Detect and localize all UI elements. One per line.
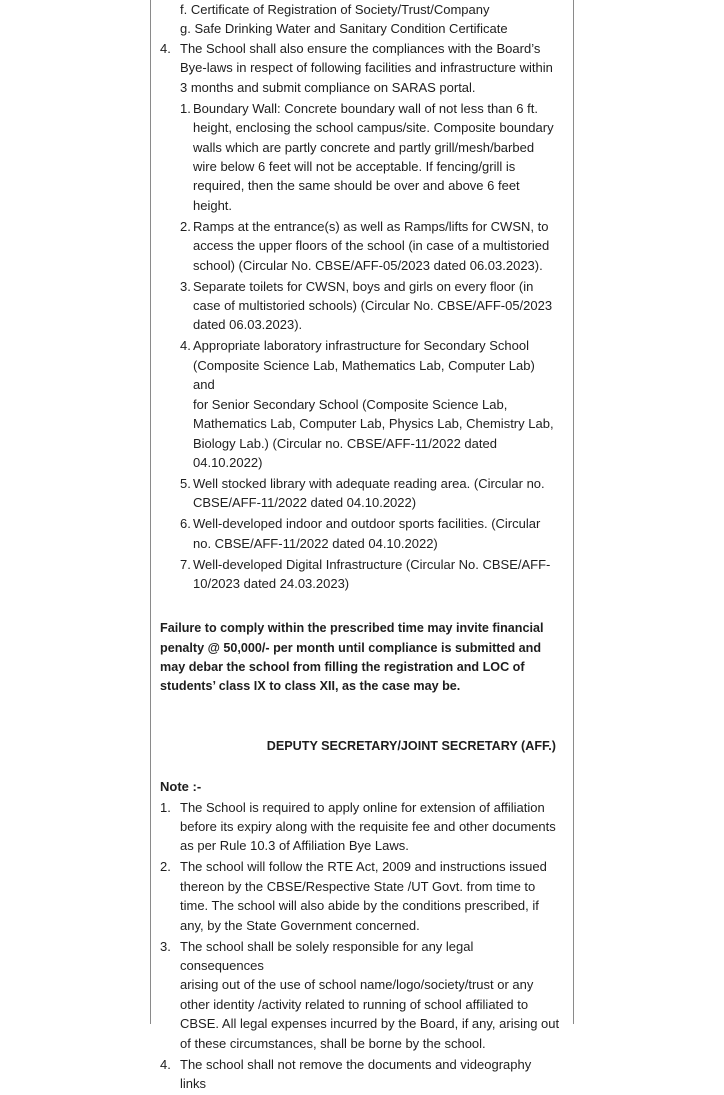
compliance-item-4-text: The School shall also ensure the compliances with the Board’s Bye-laws in respect of following facilities and infrastructure within 3 months and submit compliance on SARAS portal.	[180, 41, 553, 95]
item-text-line: CBSE/AFF-11/2022 dated 04.10.2022)	[193, 495, 417, 511]
item-text-line: Separate toilets for CWSN, boys and girls on every floor (in	[193, 278, 534, 294]
item-number: 2.	[180, 218, 191, 234]
facility-requirement-item	[160, 514, 560, 553]
item-text-line: height, enclosing the school campus/site. Composite boundary	[193, 120, 554, 136]
compliance-item-4: 4. The School shall also ensure the compliances with the Board’s Bye-laws in respect of following facilities and infrastructure within 3 months and submit compliance on SARAS portal.	[160, 39, 560, 97]
item-text-line: (Composite Science Lab, Mathematics Lab, Computer Lab) and	[193, 357, 535, 393]
note-heading: Note :-	[160, 779, 202, 795]
item-text-line: 04.10.2022)	[193, 454, 263, 470]
note-text-line: arising out of the use of school name/logo/society/trust or any	[180, 977, 534, 993]
item-text-line: Biology Lab.) (Circular no. CBSE/AFF-11/2022 dated	[193, 435, 497, 451]
item-text-line: case of multistoried schools) (Circular No. CBSE/AFF-05/2023	[193, 298, 553, 314]
note-number: 3.	[160, 938, 171, 954]
note-list	[160, 798, 560, 1094]
item-text-line: access the upper floors of the school (in case of a multistoried	[193, 238, 550, 254]
item-text-line: school) (Circular No. CBSE/AFF-05/2023 dated 06.03.2023).	[193, 257, 543, 273]
item-number: 1.	[180, 100, 191, 116]
item-text-line: Boundary Wall: Concrete boundary wall of not less than 6 ft.	[193, 100, 538, 116]
note-text-line: other identity /activity related to running of school affiliated to	[180, 996, 529, 1012]
item-text-line: 10/2023 dated 24.03.2023)	[193, 576, 350, 592]
continued-list-top	[180, 0, 508, 39]
item-text-line: dated 06.03.2023).	[193, 317, 303, 333]
item-number: 3.	[180, 278, 191, 294]
item-text-line: wire below 6 feet will not be acceptable. If fencing/grill is	[193, 159, 516, 175]
note-text-line: The school will follow the RTE Act, 2009 and instructions issued	[180, 859, 547, 875]
item-text-line: Well-developed indoor and outdoor sports facilities. (Circular	[193, 516, 541, 532]
signatory-title: DEPUTY SECRETARY/JOINT SECRETARY (AFF.)	[266, 738, 556, 753]
note-item	[160, 798, 560, 856]
note-text-line: any, by the State Government concerned.	[180, 917, 420, 933]
facility-requirement-item	[160, 217, 560, 275]
item-text-line: Mathematics Lab, Computer Lab, Physics Lab, Chemistry Lab,	[193, 416, 554, 432]
note-item	[160, 937, 560, 1053]
note-text-line: CBSE. All legal expenses incurred by the Board, if any, arising out	[180, 1016, 560, 1032]
item-number: 4.	[180, 338, 191, 354]
note-text-line: thereon by the CBSE/Respective State /UT Govt. from time to	[180, 878, 536, 894]
list-item-g: g. Safe Drinking Water and Sanitary Condition Certificate	[180, 21, 508, 37]
item-text-line: Well stocked library with adequate reading area. (Circular no.	[193, 475, 545, 491]
item-text-line: walls which are partly concrete and partly grill/mesh/barbed	[193, 139, 535, 155]
note-number: 4.	[160, 1056, 171, 1072]
facility-requirement-item	[160, 336, 560, 472]
item-number: 6.	[180, 516, 191, 532]
note-text-line: The school shall be solely responsible for any legal consequences	[180, 938, 474, 973]
note-text-line: as per Rule 10.3 of Affiliation Bye Laws.	[180, 838, 409, 854]
note-text-line: The School is required to apply online for extension of affiliation	[180, 799, 545, 815]
note-text-line: before its expiry along with the requisite fee and other documents	[180, 818, 556, 834]
document-body	[160, 39, 560, 1095]
item-text-line: Well-developed Digital Infrastructure (Circular No. CBSE/AFF-	[193, 556, 551, 572]
note-item	[160, 857, 560, 935]
note-text-line: time. The school will also abide by the conditions prescribed, if	[180, 898, 539, 914]
facility-requirements-list	[160, 99, 560, 594]
note-text-line: The school shall not remove the documents and videography links	[180, 1056, 532, 1092]
note-number: 1.	[160, 799, 171, 815]
note-text-line: of these circumstances, shall be borne by the school.	[180, 1035, 486, 1051]
facility-requirement-item	[160, 474, 560, 513]
item-text-line: required, then the same should be over and above 6 feet height.	[193, 178, 520, 213]
item-text-line: for Senior Secondary School (Composite Science Lab,	[193, 396, 508, 412]
facility-requirement-item	[160, 99, 560, 215]
item-text-line: no. CBSE/AFF-11/2022 dated 04.10.2022)	[193, 535, 438, 551]
item-text-line: Appropriate laboratory infrastructure for Secondary School	[193, 338, 530, 354]
facility-requirement-item	[160, 555, 560, 594]
list-item-f: f. Certificate of Registration of Society/Trust/Company	[180, 2, 490, 17]
item-number: 5.	[180, 475, 191, 491]
item-number: 7.	[180, 556, 191, 572]
note-item	[160, 1055, 560, 1094]
facility-requirement-item	[160, 277, 560, 335]
item-text-line: Ramps at the entrance(s) as well as Ramps/lifts for CWSN, to	[193, 218, 549, 234]
note-number: 2.	[160, 859, 171, 875]
penalty-warning: Failure to comply within the prescribed time may invite financial penalty @ 50,000/- per month until compliance is submitted and may debar the school from filling the registration and LOC of students’ class IX to class XII, as the case may be.	[160, 621, 544, 694]
